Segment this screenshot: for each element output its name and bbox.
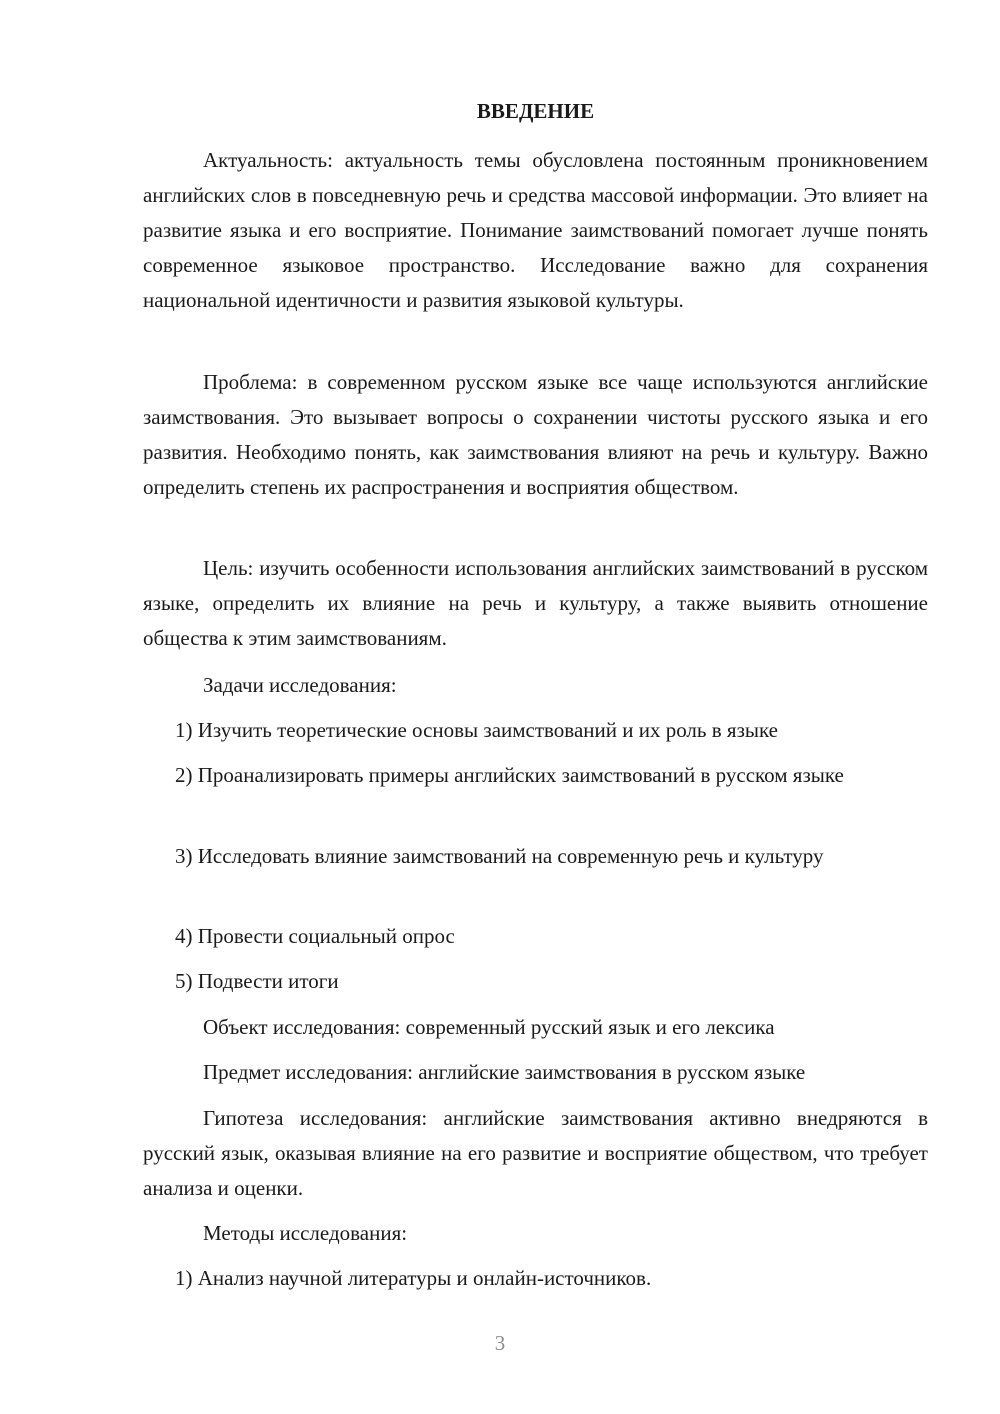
page-number: 3 <box>494 1331 506 1355</box>
task-item-3: 3) Исследовать влияние заимствований на современную речь и культуру <box>175 844 824 868</box>
methods-heading: Методы исследования: <box>203 1221 408 1245</box>
page-title: ВВЕДЕНИЕ <box>476 99 595 123</box>
method-item-1: 1) Анализ научной литературы и онлайн-источников. <box>175 1266 652 1290</box>
task-item-5: 5) Подвести итоги <box>175 969 339 993</box>
hypothesis-paragraph: Гипотеза исследования: английские заимствования активно внедряются в русский язык, оказывая влияние на его развитие и восприятие обществом, что требует анализа и оценки. <box>143 1106 928 1200</box>
task-item-2: 2) Проанализировать примеры английских заимствований в русском языке <box>175 763 844 787</box>
tasks-heading: Задачи исследования: <box>203 673 397 697</box>
goal-paragraph: Цель: изучить особенности использования английских заимствований в русском языке, определить их влияние на речь и культуру, а также выявить отношение общества к этим заимствованиям. <box>143 556 928 650</box>
relevance-paragraph: Актуальность: актуальность темы обусловлена постоянным проникновением английских слов в повседневную речь и средства массовой информации. Это влияет на развитие языка и его восприятие. Понимание заимствований помогает лучше понять современное языковое пространство. Исследование важно для сохранения национальной идентичности и развития языковой культуры. <box>143 148 928 312</box>
problem-paragraph: Проблема: в современном русском языке все чаще используются английские заимствования. Это вызывает вопросы о сохранении чистоты русского языка и его развития. Необходимо понять, как заимствования влияют на речь и культуру. Важно определить степень их распространения и восприятия обществом. <box>143 370 928 499</box>
task-item-4: 4) Провести социальный опрос <box>175 924 455 948</box>
research-object: Объект исследования: современный русский язык и его лексика <box>203 1015 775 1039</box>
task-item-1: 1) Изучить теоретические основы заимствований и их роль в языке <box>175 718 778 742</box>
research-subject: Предмет исследования: английские заимствования в русском языке <box>203 1060 806 1084</box>
